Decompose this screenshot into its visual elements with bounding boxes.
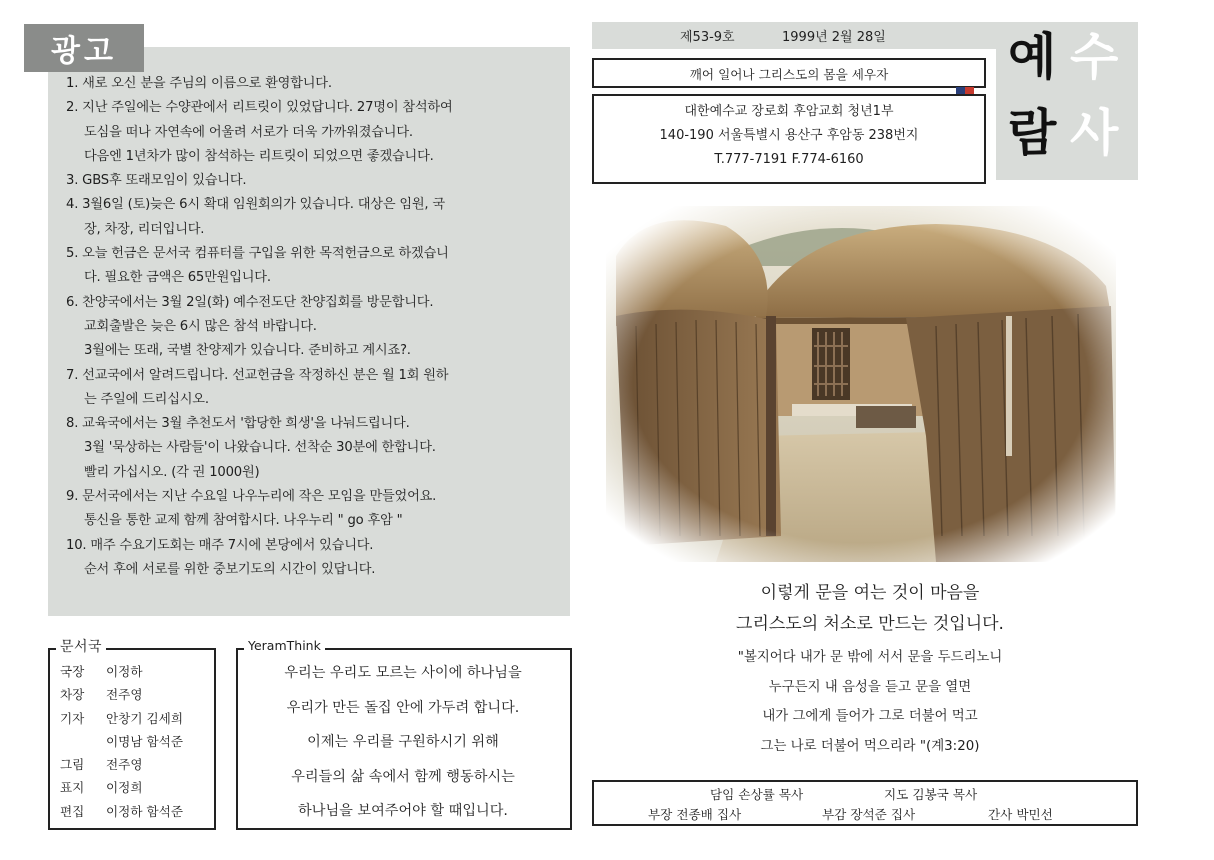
yeramthink-line: 우리는 우리도 모르는 사이에 하나님을 [284,665,522,681]
announcement-line: 순서 후에 서로를 위한 중보기도의 시간이 있답니다. [84,561,376,577]
yeramthink-line: 하나님을 보여주어야 할 때입니다. [298,803,508,819]
staff-row [60,753,210,776]
staff-names: 전주영 [106,687,143,703]
staff-role: 차장 [60,687,85,703]
church-info-box [592,94,986,184]
scripture-quote [600,643,1140,761]
staff-names: 이정하 [106,664,143,679]
announcement-line: 10. 매주 수요기도회는 매주 7시에 본당에서 있습니다. [66,537,374,553]
announcement-line: 7. 선교국에서 알려드립니다. 선교헌금을 작정하신 분은 월 1회 원하 [66,367,449,383]
staff-row [60,707,210,730]
slogan: 깨어 일어나 그리스도의 몸을 세우자 [592,58,986,88]
announcement-line: 장, 차장, 리더입니다. [84,221,205,237]
staff-row [60,776,210,799]
scripture-line: 내가 그에게 들어가 그로 더불어 먹고 [762,709,978,724]
senior-pastor: 담임 손상률 목사 [710,787,804,802]
title-char-4: 사 [1070,104,1119,162]
announcement-tag: 광고 [24,24,144,72]
yeramthink-line: 우리가 만든 돌집 안에 가두려 합니다. [286,699,520,716]
announcement-line: 도심을 떠나 자연속에 어울려 서로가 더욱 가까워졌습니다. [84,124,413,140]
announcement-line: 2. 지난 주일에는 수양관에서 리트릿이 있었답니다. 27명이 참석하여 [66,100,453,116]
scripture-line: 누구든지 내 음성을 듣고 문을 열면 [768,679,972,695]
newsletter-title [996,22,1138,180]
announcement-line: 다음엔 1년차가 많이 참석하는 리트릿이 되었으면 좋겠습니다. [84,148,434,164]
church-address: 140-190 서울특별시 용산구 후암동 238번지 [659,128,919,143]
announcement-line: 4. 3월6일 (토)늦은 6시 확대 임원회의가 있습니다. 대상은 임원, 국 [66,197,445,213]
announcement-line: 3월 '묵상하는 사람들'이 나왔습니다. 선착순 30분에 한합니다. [84,440,436,456]
staff-row [60,683,210,706]
pastor-info-box [592,780,1138,826]
department-deputy: 부감 장석준 집사 [822,807,916,822]
staff-role: 기자 [60,710,85,726]
department-head: 부장 전종배 집사 [648,807,742,822]
staff-row [60,800,210,823]
title-char-3: 람 [1008,104,1057,162]
announcement-line: 1. 새로 오신 분을 주님의 이름으로 환영합니다. [66,76,332,91]
yeramthink-text [238,656,568,829]
announcement-line: 9. 문서국에서는 지난 수요일 나우누리에 작은 모임을 만들었어요. [66,489,437,505]
announcement-list [66,72,556,582]
staff-row [60,660,210,683]
scripture-line: "볼지어다 내가 문 밖에 서서 문을 두드리노니 [737,650,1003,665]
announcement-line: 교회출발은 늦은 6시 많은 참석 바랍니다. [84,318,317,334]
verse-main [600,578,1140,640]
yeramthink-line: 우리들의 삶 속에서 함께 행동하시는 [291,768,515,785]
staff-role: 표지 [60,780,85,796]
staff-names: 안창기 김세희 [106,710,183,726]
announcement-line: 5. 오늘 헌금은 문서국 컴퓨터를 구입을 위한 목적헌금으로 하겠습니 [66,246,449,262]
church-phone: T.777-7191 F.774-6160 [714,152,864,167]
church-name: 대한예수교 장로회 후암교회 청년1부 [684,104,894,119]
title-char-2: 수 [1070,28,1119,86]
yeramthink-title: YeramThink [244,638,325,653]
staff-role [60,730,106,753]
verse-main-line: 그리스도의 처소로 만드는 것입니다. [736,614,1004,634]
staff-row [60,730,210,753]
issue-date: 1999년 2월 28일 [782,30,886,45]
staff-names: 이정하 함석준 [106,803,183,819]
staff-list [60,660,210,823]
staff-role: 그림 [60,757,85,773]
verse-main-line: 이렇게 문을 여는 것이 마음을 [760,583,980,603]
title-char-1: 예 [1008,28,1057,86]
announcement-line: 다. 필요한 금액은 65만원입니다. [84,270,271,286]
announcement-line: 는 주일에 드리십시오. [84,391,209,407]
yeramthink-line: 이제는 우리를 구원하시기 위해 [307,734,499,750]
announcement-line: 빨리 가십시오. (각 권 1000원) [84,464,260,480]
staff-role: 편집 [60,803,85,819]
cover-photo-thatched-house [606,206,1116,562]
guiding-pastor: 지도 김봉국 목사 [884,787,978,802]
secretary: 간사 박민선 [988,807,1053,822]
staff-names: 이명남 함석준 [106,733,183,749]
issue-number: 제53-9호 [680,30,735,45]
announcement-line: 6. 찬양국에서는 3월 2일(화) 예수전도단 찬양집회를 방문합니다. [66,294,434,310]
staff-names: 이정희 [106,780,143,796]
announcement-line: 3. GBS후 또래모임이 있습니다. [66,173,247,189]
announcement-line: 3월에는 또래, 국별 찬양제가 있습니다. 준비하고 계시죠?. [84,343,411,359]
staff-names: 전주영 [106,757,143,773]
announcement-line: 통신을 통한 교제 함께 참여합시다. 나우누리 " go 후암 " [84,513,403,529]
verse-block [600,578,1140,761]
staff-role: 국장 [60,664,85,679]
announcement-line: 8. 교육국에서는 3월 추천도서 '합당한 희생'을 나눠드립니다. [66,416,410,432]
scripture-line: 그는 나로 더불어 먹으리라 "(계3:20) [760,738,980,754]
staff-box-title: 문서국 [56,636,106,656]
